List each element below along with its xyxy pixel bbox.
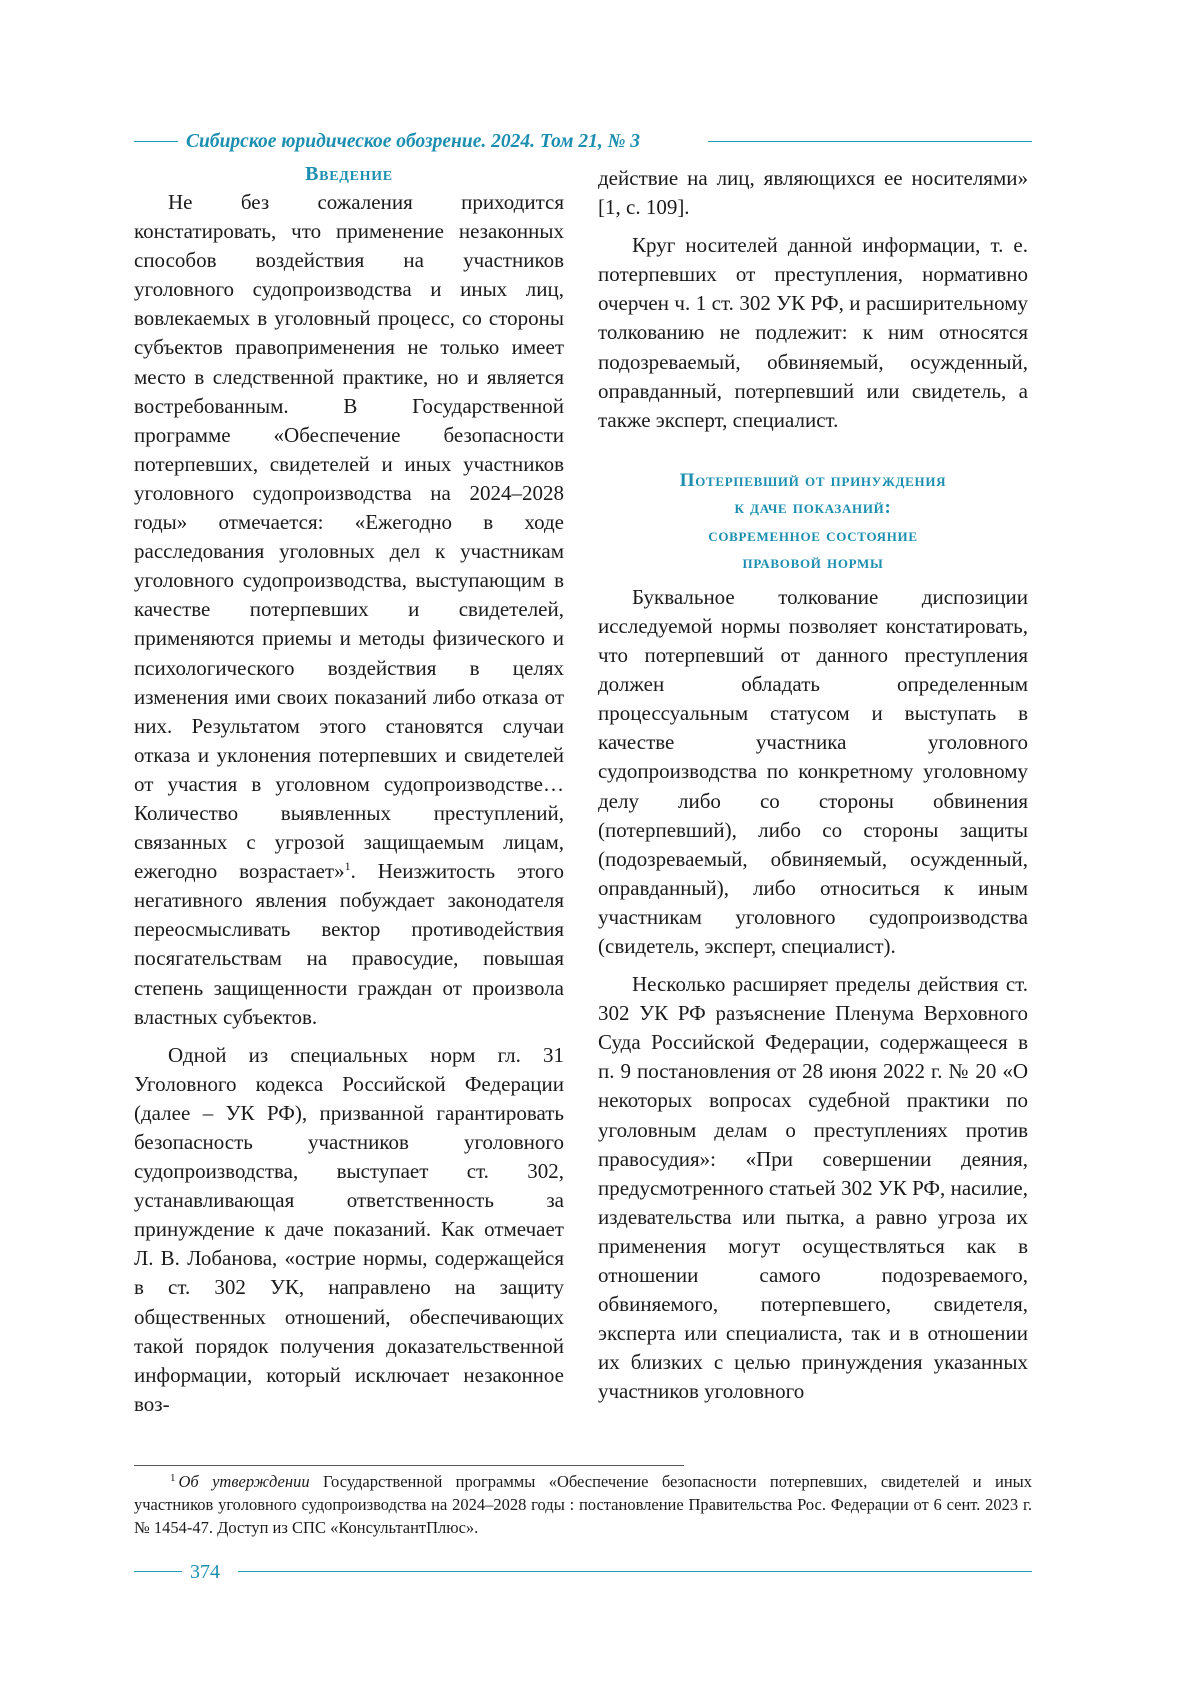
- paragraph: Одной из специальных норм гл. 31 Уголовного кодекса Российской Федерации (далее – УК РФ), призванной гарантировать безопасность участников уголовного судопроизводства, выступает ст. 302, устанавливающая ответственность за принуждение к даче показаний. Как отмечает Л. В. Лобанова, «острие нормы, содержащейся в ст. 302 УК, направлено на защиту общественных отношений, обеспечивающих такой порядок получения доказательственной информации, который исключает незаконное воз-: [134, 1042, 564, 1416]
- footnote-separator: [134, 1465, 684, 1466]
- footnote-italic: Об утверждении: [178, 1472, 310, 1491]
- page-number: 374: [190, 1561, 220, 1583]
- heading-line: правовой нормы: [742, 552, 884, 574]
- header-rule-right: [708, 141, 1032, 142]
- heading-line: к даче показаний:: [734, 497, 892, 519]
- section-heading-introduction: Введение: [305, 163, 393, 185]
- paragraph: [134, 188, 564, 1032]
- right-column: [598, 164, 1028, 1406]
- footnote-text: Государственной программы «Обеспечение безопасности потерпевших, свидетелей и иных участников уголовного судопроизводства на 2024–2028 годы : постановление Правительства Рос. Федерации от 6 сент. 2023 г. № 1454-47. Доступ из СПС «КонсультантПлюс».: [134, 1472, 1032, 1537]
- section-heading-victim: [598, 467, 1028, 577]
- footnote-mark: 1: [170, 1471, 176, 1484]
- footnote-reference[interactable]: 1: [344, 859, 351, 874]
- footer-rule-right: [238, 1571, 1032, 1572]
- page-footer: [134, 1560, 1032, 1584]
- left-column: [134, 164, 564, 1419]
- paragraph: Круг носителей данной информации, т. е. потерпевших от преступления, нормативно очерчен ч. 1 ст. 302 УК РФ, и расширительному толкованию не подлежит: к ним относятся подозреваемый, обвиняемый, осужденный, оправданный, потерпевший или свидетель, а также эксперт, специалист.: [598, 233, 1028, 432]
- footnote: [134, 1470, 1032, 1539]
- heading-line: Потерпевший от принуждения: [679, 469, 947, 491]
- paragraph: Буквальное толкование диспозиции исследуемой нормы позволяет констатировать, что потерпевший от данного преступления должен обладать определенным процессуальным статусом и выступать в качестве участника уголовного судопроизводства по конкретному уголовному делу либо со стороны обвинения (потерпевший), либо со стороны защиты (подозреваемый, обвиняемый, осужденный, оправданный), либо относиться к иным участникам уголовного судопроизводства (свидетель, эксперт, специалист).: [598, 584, 1028, 958]
- paragraph: Несколько расширяет пределы действия ст. 302 УК РФ разъяснение Пленума Верховного Суда Российской Федерации, содержащееся в п. 9 постановления от 28 июня 2022 г. № 20 «О некоторых вопросах судебной практики по уголовным делам о преступлениях против правосудия»: «При совершении деяния, предусмотренного статьей 302 УК РФ, насилие, издевательства или пытка, а равно угроза их применения могут осуществляться как в отношении самого подозреваемого, обвиняемого, потерпевшего, свидетеля, эксперта или специалиста, так и в отношении их близких с целью принуждения указанных участников уголовного: [598, 972, 1028, 1404]
- paragraph-text: . Неизжитость этого негативного явления побуждает законодателя переосмысливать вектор противодействия посягательствам на правосудие, повышая степень защищенности граждан от произвола властных субъектов.: [134, 859, 565, 1029]
- paragraph-text: Не без сожаления приходится констатировать, что применение незаконных способов воздействия на участников уголовного судопроизводства и иных лиц, вовлекаемых в уголовный процесс, со стороны субъектов правоприменения не только имеет место в следственной практике, но и является востребованным. В Государственной программе «Обеспечение безопасности потерпевших, свидетелей и иных участников уголовного судопроизводства на 2024–2028 годы» отмечается: «Ежегодно в ходе расследования уголовных дел к участникам уголовного судопроизводства, выступающим в качестве потерпевших и свидетелей, применяются приемы и методы физического и психологического воздействия в целях изменения ими своих показаний либо отказа от них. Результатом этого становятся случаи отказа и уклонения потерпевших и свидетелей от участия в уголовном судопроизводстве… Количество выявленных преступлений, связанных с угрозой защищаемым лицам, ежегодно возрастает»: [134, 190, 564, 884]
- header-rule-left: [134, 141, 178, 142]
- footer-rule-left: [134, 1571, 182, 1572]
- journal-title: Сибирское юридическое обозрение. 2024. Том 21, № 3: [186, 131, 641, 152]
- paragraph-continued: действие на лиц, являющихся ее носителями» [1, с. 109].: [598, 166, 1028, 220]
- running-header: [134, 130, 1032, 154]
- heading-line: современное состояние: [708, 524, 918, 546]
